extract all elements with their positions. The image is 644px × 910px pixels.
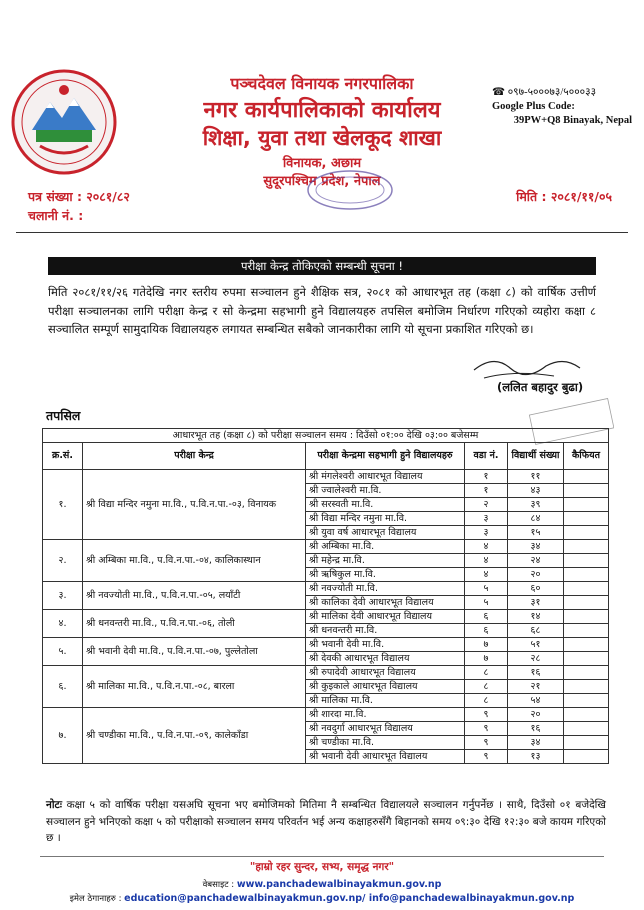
office-stamp [305,168,395,212]
ward-number: ९ [465,708,508,722]
column-header: वडा नं. [465,443,508,470]
table-row [43,666,609,680]
footer-website [0,879,644,890]
table-row [43,638,609,652]
table-row [43,582,609,596]
student-count: २१ [508,680,564,694]
exam-center: श्री विद्या मन्दिर नमुना मा.वि., प.वि.न.पा.-०३, विनायक [83,470,306,540]
ward-number: ७ [465,638,508,652]
note-label: नोटः [46,799,62,811]
serial-number: ५. [43,638,83,666]
column-header: क्र.सं. [43,443,83,470]
student-count: ३१ [508,596,564,610]
table-header-row [43,443,609,470]
email-label: इमेल ठेगानाहरु : [69,894,122,904]
note-paragraph [46,797,606,847]
ward-number: १ [465,470,508,484]
student-count: ५१ [508,638,564,652]
remarks-cell [564,526,609,540]
school-name: श्री भवानी देवी आधारभूत विद्यालय [306,750,465,764]
remarks-cell [564,470,609,484]
student-count: ३४ [508,736,564,750]
remarks-cell [564,484,609,498]
dispatch-number: चलानी नं. : [28,208,84,223]
ward-number: ८ [465,666,508,680]
ward-number: ९ [465,736,508,750]
student-count: ११ [508,470,564,484]
remarks-cell [564,652,609,666]
schedule-heading: तपसिल [46,408,81,423]
remarks-cell [564,610,609,624]
ward-number: ६ [465,624,508,638]
school-name: श्री मंगलेश्वरी आधारभूत विद्यालय [306,470,465,484]
remarks-cell [564,750,609,764]
student-count: २० [508,708,564,722]
ward-number: ५ [465,582,508,596]
school-name: श्री ज्वालेश्वरी मा.वि. [306,484,465,498]
student-count: ३९ [508,498,564,512]
province: सुदूरपश्चिम प्रदेश, नेपाल [263,174,381,189]
ward-number: ४ [465,554,508,568]
exam-center: श्री मालिका मा.वि., प.वि.न.पा.-०८, बारला [83,666,306,708]
school-name: श्री धनवन्तरी मा.वि. [306,624,465,638]
ward-number: ३ [465,526,508,540]
remarks-cell [564,568,609,582]
student-count: १५ [508,526,564,540]
exam-center: श्री धनवन्तरी मा.वि., प.वि.न.पा.-०६, तोली [83,610,306,638]
exam-center-table [42,428,609,764]
remarks-cell [564,554,609,568]
website-label: वेबसाइट : [202,880,235,890]
student-count: १४ [508,610,564,624]
plus-code-label: Google Plus Code: [492,101,575,112]
student-count: १६ [508,722,564,736]
school-name: श्री मालिका देवी आधारभूत विद्यालय [306,610,465,624]
school-name: श्री मालिका मा.वि. [306,694,465,708]
school-name: श्री भवानी देवी मा.वि. [306,638,465,652]
footer-divider [40,856,604,857]
ward-number: ४ [465,540,508,554]
student-count: ५४ [508,694,564,708]
student-count: ६० [508,582,564,596]
remarks-cell [564,680,609,694]
school-name: श्री रुपादेवी आधारभूत विद्यालय [306,666,465,680]
remarks-cell [564,582,609,596]
column-header: परीक्षा केन्द्र [83,443,306,470]
municipality-name: पञ्चदेवल विनायक नगरपालिका [230,74,414,93]
notice-body: मिति २०८१/११/२६ गतेदेखि नगर स्तरीय रुपमा सञ्चालन हुने शैक्षिक सत्र, २०८१ को आधारभूत तह (कक्षा ८) को वार्षिक उत्तीर्ण परीक्षा सञ्चालनका लागि परीक्षा केन्द्र र सो केन्द्रमा सहभागी हुने विद्यालयहरु तपसिल बमोजिम निर्धारण गरिएको व्यहोरा कक्षा ८ सञ्चालित सम्पूर्ण सामुदायिक विद्यालयहरु लगायत सम्बन्धित सबैको जानकारीका लागि यो सूचना प्रकाशित गरिएको छ। [48,285,596,336]
school-name: श्री नवदुर्गा आधारभूत विद्यालय [306,722,465,736]
student-count: १६ [508,666,564,680]
serial-number: ३. [43,582,83,610]
ward-number: ९ [465,750,508,764]
remarks-cell [564,540,609,554]
table-caption: आधारभूत तह (कक्षा ८) को परीक्षा सञ्चालन समय : दिउँसो ०१:०० देखि ०३:०० बजेसम्म [43,429,609,443]
serial-number: ७. [43,708,83,764]
office-name: नगर कार्यपालिकाको कार्यालय [203,98,441,123]
exam-center: श्री नवज्योती मा.वि., प.वि.न.पा.-०५, लयाँटी [83,582,306,610]
branch-name: शिक्षा, युवा तथा खेलकूद शाखा [202,126,442,150]
ward-number: ५ [465,596,508,610]
letter-number: पत्र संख्या : २०८१/८२ [28,189,130,204]
serial-number: १. [43,470,83,540]
table-row [43,470,609,484]
table-body [43,470,609,764]
ward-number: ७ [465,652,508,666]
column-header: कैफियत [564,443,609,470]
remarks-cell [564,638,609,652]
remarks-cell [564,722,609,736]
table-row [43,708,609,722]
school-name: श्री देवकी आधारभूत विद्यालय [306,652,465,666]
ward-number: ८ [465,694,508,708]
phone-icon: ☎ [492,87,506,98]
serial-number: ४. [43,610,83,638]
student-count: २० [508,568,564,582]
table-caption-row [43,429,609,443]
notice-title: परीक्षा केन्द्र तोकिएको सम्बन्धी सूचना ! [48,257,596,275]
remarks-cell [564,708,609,722]
student-count: १३ [508,750,564,764]
ward-number: १ [465,484,508,498]
school-name: श्री कुइकाले आधारभूत विद्यालय [306,680,465,694]
serial-number: ६. [43,666,83,708]
email-link[interactable]: education@panchadewalbinayakmun.gov.np/ info@panchadewalbinayakmun.gov.np [124,893,575,904]
school-name: श्री चण्डीका मा.वि. [306,736,465,750]
school-name: श्री युवा वर्ष आधारभूत विद्यालय [306,526,465,540]
remarks-cell [564,596,609,610]
note-text: कक्षा ५ को वार्षिक परीक्षा यसअघि सूचना भए बमोजिमको मितिमा नै सम्बन्धित विद्यालयले सञ्चालन गर्नुपर्नेछ । साथै, दिउँसो ०१ बजेदेखि सञ्चालन हुने भनिएको कक्षा ५ को परीक्षाको सञ्चालन समय परिवर्तन भई अन्य कक्षाहरुसँगै बिहानको समय ०९:३० देखि १२:३० बजे कायम गरिएको छ । [46,799,606,844]
student-count: ६८ [508,624,564,638]
ward-number: २ [465,498,508,512]
school-name: श्री कालिका देवी आधारभूत विद्यालय [306,596,465,610]
column-header: परीक्षा केन्द्रमा सहभागी हुने विद्यालयहरु [306,443,465,470]
serial-number: २. [43,540,83,582]
table-row [43,610,609,624]
remarks-cell [564,736,609,750]
letter-date: मिति : २०८१/११/०५ [516,189,612,204]
phone-number: ०९७-५०००७३/५०००३३ [507,87,597,98]
location: विनायक, अछाम [282,156,362,171]
remarks-cell [564,624,609,638]
student-count: ४३ [508,484,564,498]
plus-code: 39PW+Q8 Binayak, Nepal [513,115,632,126]
remarks-cell [564,498,609,512]
exam-center: श्री भवानी देवी मा.वि., प.वि.न.पा.-०७, पुल्लेतोला [83,638,306,666]
header-divider [16,232,628,233]
school-name: श्री ऋषिकुल मा.वि. [306,568,465,582]
ward-number: ६ [465,610,508,624]
remarks-cell [564,666,609,680]
column-header: विद्यार्थी संख्या [508,443,564,470]
phone-line [482,86,632,100]
school-name: श्री विद्या मन्दिर नमुना मा.वि. [306,512,465,526]
student-count: ३४ [508,540,564,554]
student-count: २४ [508,554,564,568]
remarks-cell [564,694,609,708]
school-name: श्री शारदा मा.वि. [306,708,465,722]
school-name: श्री अम्बिका मा.वि. [306,540,465,554]
ward-number: ४ [465,568,508,582]
table-row [43,540,609,554]
school-name: श्री महेन्द्र मा.वि. [306,554,465,568]
signatory-name: (ललित बहादुर बुढा) [497,380,584,394]
footer-slogan: "हाम्रो रहर सुन्दर, सभ्य, समृद्ध नगर" [249,861,395,873]
student-count: २८ [508,652,564,666]
exam-center: श्री अम्बिका मा.वि., प.वि.न.पा.-०४, कालिकास्थान [83,540,306,582]
ward-number: ८ [465,680,508,694]
student-count: ८४ [508,512,564,526]
website-link[interactable]: www.panchadewalbinayakmun.gov.np [236,879,442,890]
contact-info [482,86,632,128]
footer-email [0,893,644,904]
ward-number: ३ [465,512,508,526]
exam-center: श्री चण्डीका मा.वि., प.वि.न.पा.-०९, कालेकाँडा [83,708,306,764]
remarks-cell [564,512,609,526]
ward-number: ९ [465,722,508,736]
school-name: श्री सरस्वती मा.वि. [306,498,465,512]
school-name: श्री नवज्योती मा.वि. [306,582,465,596]
